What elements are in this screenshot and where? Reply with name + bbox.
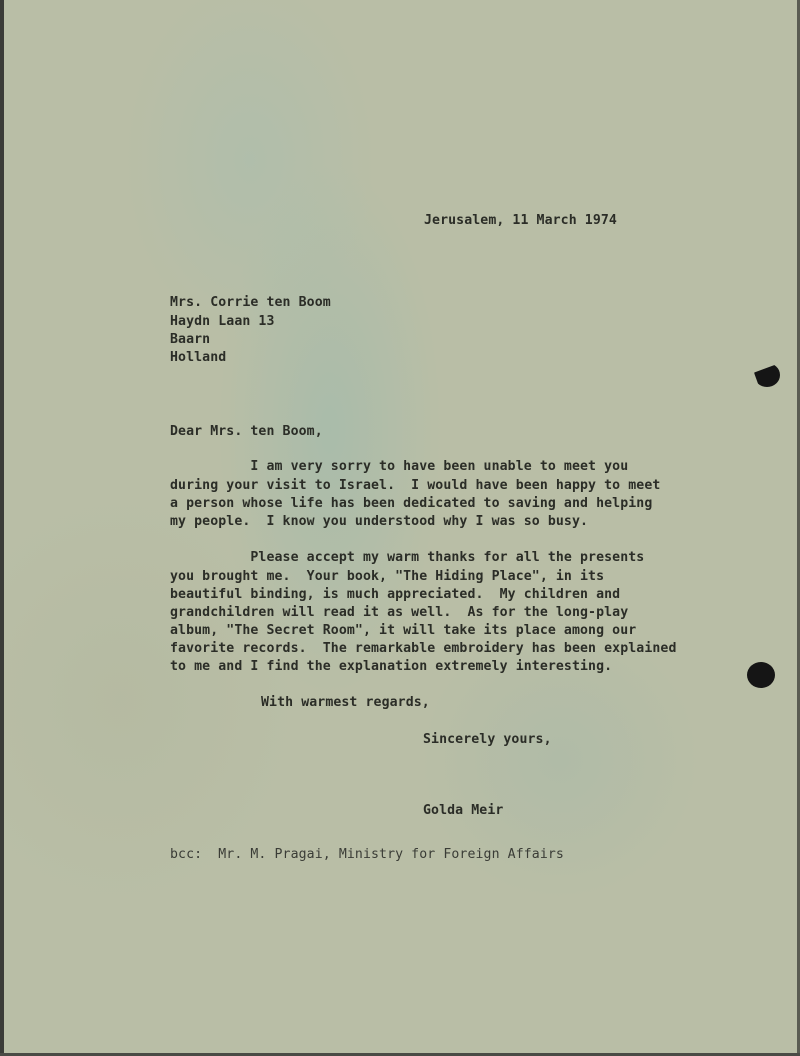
signature-name: Golda Meir: [423, 803, 504, 818]
body-line: my people. I know you understood why I was so busy.: [170, 514, 589, 529]
address-line: Haydn Laan 13: [170, 314, 275, 329]
body-line: Please accept my warm thanks for all the presents: [170, 550, 645, 565]
body-line: album, "The Secret Room", it will take its place among our: [170, 623, 637, 638]
body-line: I am very sorry to have been unable to meet you: [170, 459, 629, 474]
body-line: a person whose life has been dedicated to saving and helping: [170, 496, 653, 511]
dateline: Jerusalem, 11 March 1974: [424, 213, 617, 228]
body-line: beautiful binding, is much appreciated. My children and: [170, 587, 621, 602]
salutation: Dear Mrs. ten Boom,: [170, 424, 323, 439]
body-line: grandchildren will read it as well. As for the long-play: [170, 605, 629, 620]
body-line: favorite records. The remarkable embroidery has been explained: [170, 641, 677, 656]
body-line: during your visit to Israel. I would have been happy to meet: [170, 478, 661, 493]
address-line: Holland: [170, 350, 227, 365]
closing-sincerely: Sincerely yours,: [423, 732, 552, 747]
closing-regards: With warmest regards,: [261, 695, 430, 710]
page-edge-left: [0, 0, 4, 1056]
bcc-line: bcc: Mr. M. Pragai, Ministry for Foreign Affairs: [170, 847, 564, 862]
punch-hole-bottom: [747, 662, 775, 688]
address-line: Mrs. Corrie ten Boom: [170, 295, 331, 310]
address-line: Baarn: [170, 332, 211, 347]
body-line: to me and I find the explanation extremely interesting.: [170, 659, 613, 674]
punch-hole-top: [754, 363, 780, 387]
body-line: you brought me. Your book, "The Hiding Place", in its: [170, 569, 605, 584]
